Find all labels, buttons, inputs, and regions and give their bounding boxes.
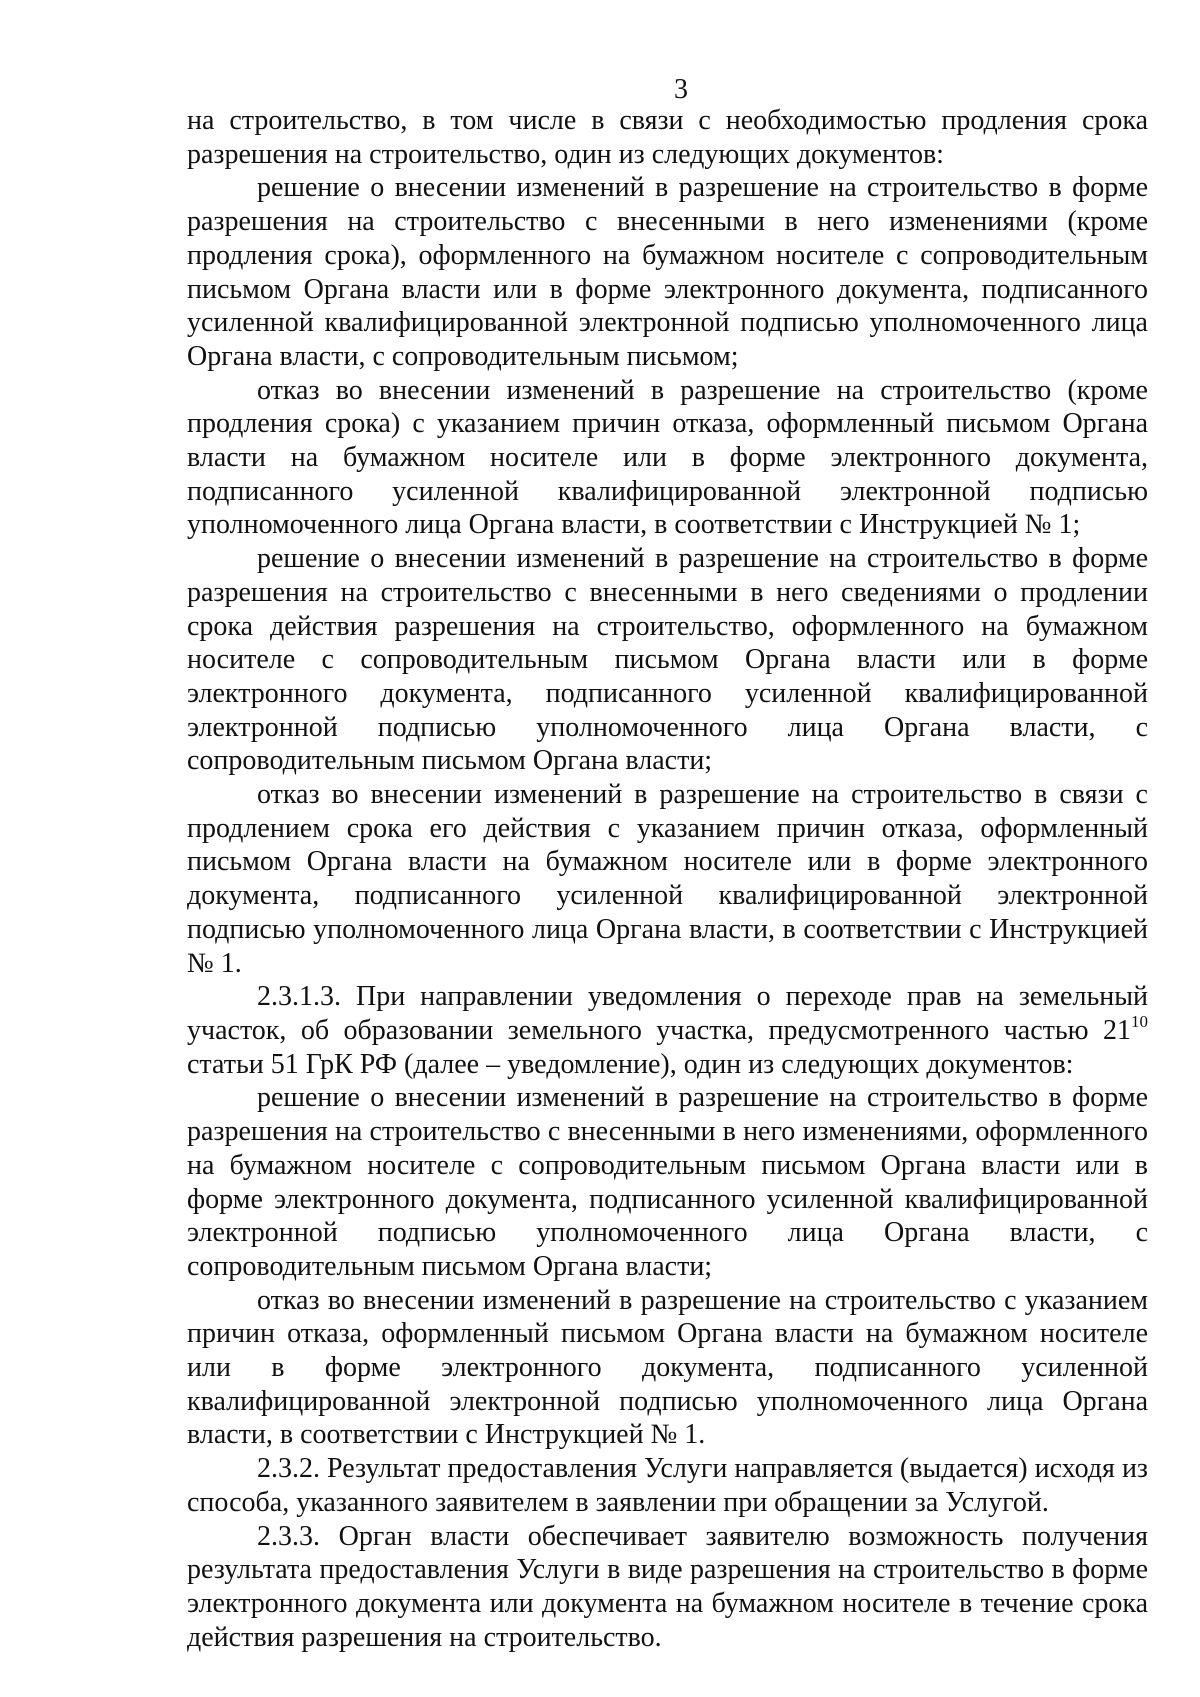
paragraph-decision-notification: решение о внесении изменений в разрешение на строительство в форме разрешения на строительство с внесенными в него изменениями, оформленного на бумажном носителе с сопроводительным письмом Органа власти или в форме электронного документа, подписанного усиленной квалифицированной электронной подписью уполномоченного лица Органа власти, с сопроводительным письмом Органа власти;: [187, 1082, 1148, 1282]
page-number: 3: [674, 74, 688, 105]
paragraph-decision-extension: решение о внесении изменений в разрешение на строительство в форме разрешения на строительство с внесенными в него сведениями о продлении срока действия разрешения на строительство, оформленного на бумажном носителе с сопроводительным письмом Органа власти или в форме электронного документа, подписанного усиленной квалифицированной электронной подписью уполномоченного лица Органа власти, с сопроводительным письмом Органа власти;: [187, 543, 1148, 777]
paragraph-2-3-3: 2.3.3. Орган власти обеспечивает заявителю возможность получения результата предоставления Услуги в виде разрешения на строительство в форме электронного документа или документа на бумажном носителе в течение срока действия разрешения на строительство.: [187, 1520, 1148, 1653]
paragraph-refusal-extension: отказ во внесении изменений в разрешение на строительство в связи с продлением срока его действия с указанием причин отказа, оформленный письмом Органа власти на бумажном носителе или в форме электронного документа, подписанного усиленной квалифицированной электронной подписью уполномоченного лица Органа власти, в соответствии с Инструкцией № 1.: [187, 779, 1148, 979]
paragraph-2-3-1-3-text-before: 2.3.1.3. При направлении уведомления о переходе прав на земельный участок, об образовании земельного участка, предусмотренного частью 21: [187, 981, 1148, 1046]
paragraph-2-3-2: 2.3.2. Результат предоставления Услуги направляется (выдается) исходя из способа, указанного заявителем в заявлении при обращении за Услугой.: [187, 1453, 1148, 1518]
document-body: [187, 104, 1148, 1654]
paragraph-2-3-1-3-text-after: статьи 51 ГрК РФ (далее – уведомление), один из следующих документов:: [187, 1048, 1074, 1080]
paragraph-2-3-1-3: [187, 980, 1148, 1081]
paragraph-refusal-changes: отказ во внесении изменений в разрешение на строительство (кроме продления срока) с указанием причин отказа, оформленный письмом Органа власти на бумажном носителе или в форме электронного документа, подписанного усиленной квалифицированной электронной подписью уполномоченного лица Органа власти, в соответствии с Инструкцией № 1;: [187, 374, 1148, 541]
superscript-10: 10: [1131, 1011, 1148, 1031]
paragraph-continuation: на строительство, в том числе в связи с необходимостью продления срока разрешения на строительство, один из следующих документов:: [187, 105, 1148, 170]
paragraph-decision-changes: решение о внесении изменений в разрешение на строительство в форме разрешения на строительство с внесенными в него изменениями (кроме продления срока), оформленного на бумажном носителе с сопроводительным письмом Органа власти или в форме электронного документа, подписанного усиленной квалифицированной электронной подписью уполномоченного лица Органа власти, с сопроводительным письмом;: [187, 172, 1148, 372]
paragraph-refusal-notification: отказ во внесении изменений в разрешение на строительство с указанием причин отказа, оформленный письмом Органа власти на бумажном носителе или в форме электронного документа, подписанного усиленной квалифицированной электронной подписью уполномоченного лица Органа власти, в соответствии с Инструкцией № 1.: [187, 1284, 1148, 1451]
